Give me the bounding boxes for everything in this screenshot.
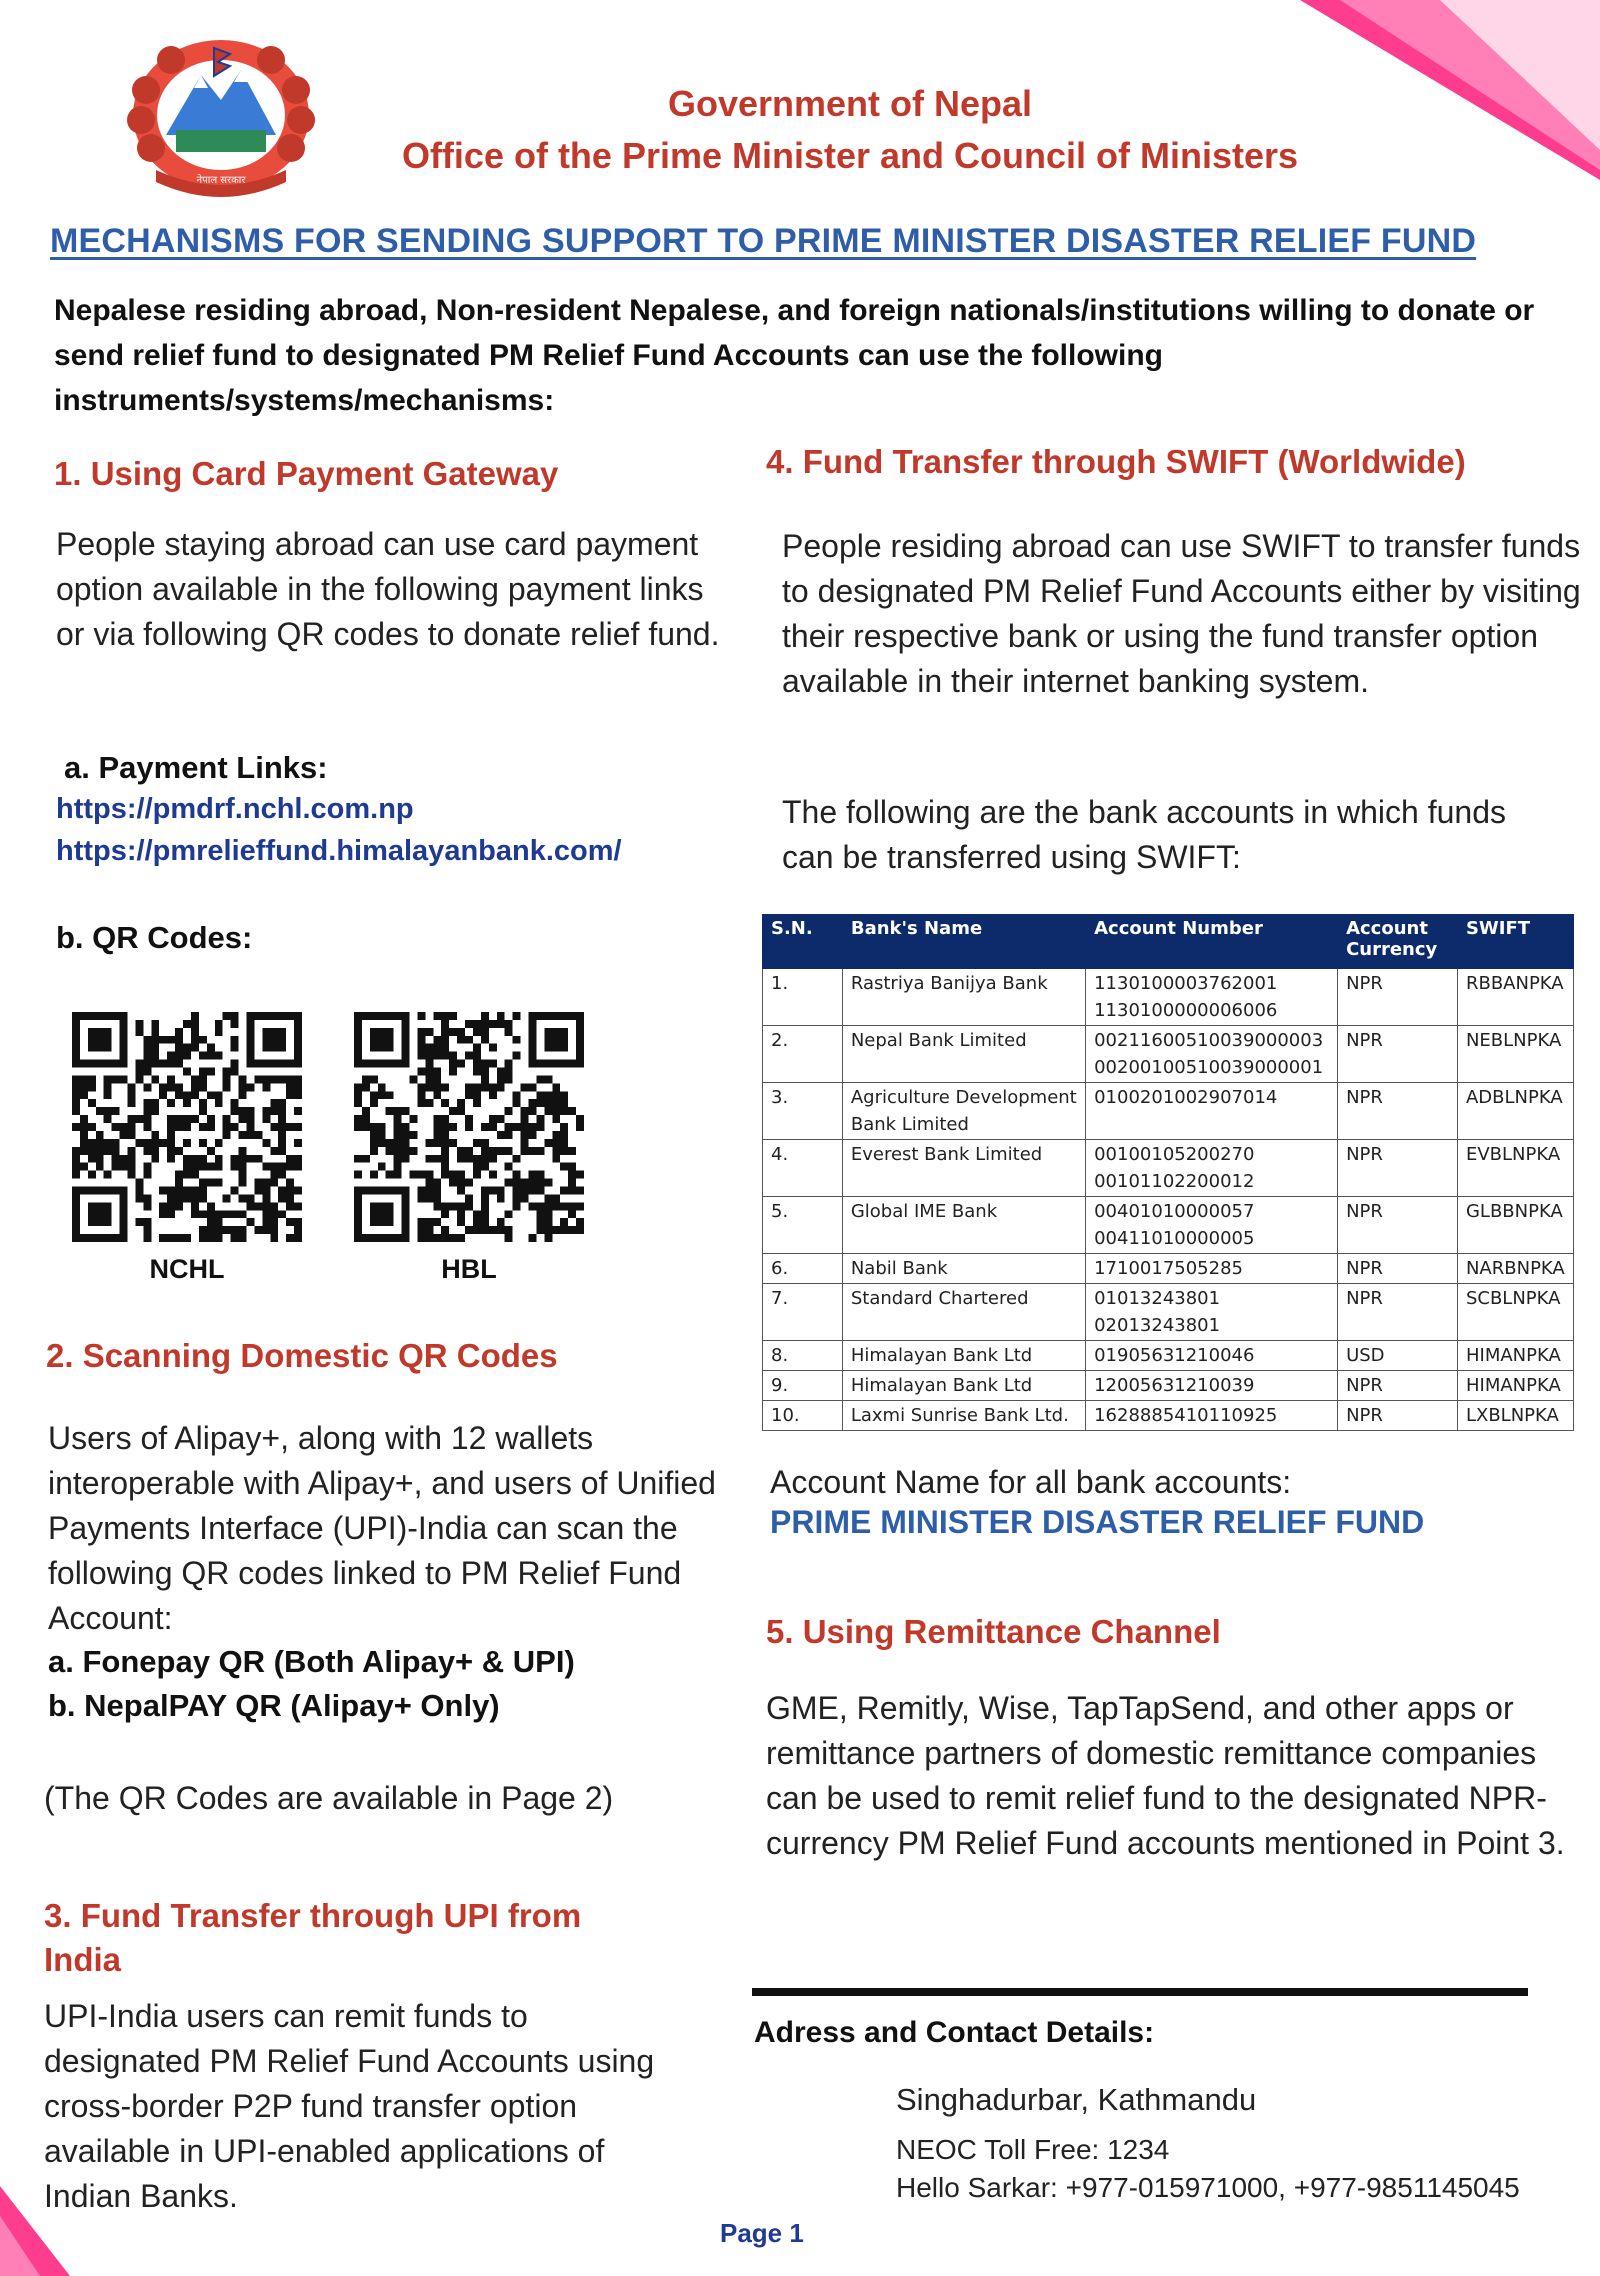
cell-swift: HIMANPKA <box>1457 1371 1573 1401</box>
table-row <box>763 1140 1574 1197</box>
cell-bank-name: Nepal Bank Limited <box>842 1026 1085 1083</box>
cell-currency: NPR <box>1338 1254 1458 1284</box>
section-1-text: People staying abroad can use card payment option available in the following payment links or via following QR codes to donate relief fund. <box>56 526 720 652</box>
corner-decoration-top-right <box>1300 0 1600 180</box>
table-row <box>763 969 1574 1026</box>
cell-bank-name: Himalayan Bank Ltd <box>842 1341 1085 1371</box>
account-number: 1710017505285 <box>1094 1258 1243 1279</box>
account-number: 1130100000006006 <box>1094 1000 1278 1021</box>
cell-bank-name: Global IME Bank <box>842 1197 1085 1254</box>
contact-toll-free: NEOC Toll Free: 1234 <box>896 2134 1170 2165</box>
section-4-text: People residing abroad can use SWIFT to transfer funds to designated PM Relief Fund Accounts either by visiting their respective bank or using the fund transfer option available in their internet banking system. <box>782 528 1581 699</box>
section-2-text: Users of Alipay+, along with 12 wallets interoperable with Alipay+, and users of Unified Payments Interface (UPI)-India can scan the following QR codes linked to PM Relief Fund Account: <box>48 1420 716 1636</box>
cell-sn: 3. <box>763 1083 843 1140</box>
nepalpay-qr-item: b. NepalPAY QR (Alipay+ Only) <box>48 1688 500 1723</box>
cell-bank-name: Nabil Bank <box>842 1254 1085 1284</box>
header-account-currency: Account Currency <box>1338 915 1458 969</box>
cell-currency: NPR <box>1338 1401 1458 1431</box>
hbl-qr-code[interactable] <box>354 1012 584 1242</box>
table-row <box>763 1341 1574 1371</box>
cell-bank-name: Everest Bank Limited <box>842 1140 1085 1197</box>
cell-sn: 10. <box>763 1401 843 1431</box>
cell-swift: NARBNPKA <box>1457 1254 1573 1284</box>
fonepay-qr-item: a. Fonepay QR (Both Alipay+ & UPI) <box>48 1644 575 1679</box>
cell-currency: NPR <box>1338 1026 1458 1083</box>
cell-bank-name: Agriculture Development Bank Limited <box>842 1083 1085 1140</box>
contact-divider <box>752 1988 1528 1996</box>
cell-swift: LXBLNPKA <box>1457 1401 1573 1431</box>
section-3-text: UPI-India users can remit funds to designated PM Relief Fund Accounts using cross-border P2P fund transfer option available in UPI-enabled applications of Indian Banks. <box>44 1998 655 2214</box>
cell-currency: NPR <box>1338 1197 1458 1254</box>
section-5-title: 5. Using Remittance Channel <box>766 1613 1221 1650</box>
government-line-2: Office of the Prime Minister and Council of Ministers <box>401 135 1299 176</box>
account-name-value: PRIME MINISTER DISASTER RELIEF FUND <box>770 1504 1425 1540</box>
account-number: 00100105200270 <box>1094 1144 1255 1165</box>
qr-availability-note: (The QR Codes are available in Page 2) <box>44 1780 614 1816</box>
header-account-number: Account Number <box>1086 915 1338 969</box>
cell-swift: NEBLNPKA <box>1457 1026 1573 1083</box>
cell-sn: 9. <box>763 1371 843 1401</box>
cell-account-number <box>1086 969 1338 1026</box>
cell-currency: NPR <box>1338 1083 1458 1140</box>
section-3-title-line-1: 3. Fund Transfer through UPI from <box>44 1897 582 1934</box>
cell-bank-name: Himalayan Bank Ltd <box>842 1371 1085 1401</box>
account-number: 1130100003762001 <box>1094 973 1278 994</box>
contact-hello-sarkar: Hello Sarkar: +977-015971000, +977-9851145045 <box>896 2172 1520 2203</box>
cell-bank-name: Standard Chartered <box>842 1284 1085 1341</box>
section-4-title: 4. Fund Transfer through SWIFT (Worldwide) <box>766 443 1466 480</box>
cell-sn: 8. <box>763 1341 843 1371</box>
nchl-qr-code[interactable] <box>72 1012 302 1242</box>
section-4-text-2: The following are the bank accounts in which funds can be transferred using SWIFT: <box>782 794 1506 875</box>
account-number: 0100201002907014 <box>1094 1087 1278 1108</box>
table-row <box>763 1197 1574 1254</box>
cell-account-number <box>1086 1083 1338 1140</box>
account-number: 01905631210046 <box>1094 1345 1255 1366</box>
account-number: 12005631210039 <box>1094 1375 1255 1396</box>
cell-account-number <box>1086 1026 1338 1083</box>
cell-sn: 6. <box>763 1254 843 1284</box>
payment-links-label: a. Payment Links: <box>64 750 328 785</box>
cell-currency: NPR <box>1338 1371 1458 1401</box>
section-5-text: GME, Remitly, Wise, TapTapSend, and other apps or remittance partners of domestic remittance companies can be used to remit relief fund to the designated NPR-currency PM Relief Fund accounts mentioned in Point 3. <box>766 1690 1565 1861</box>
contact-heading: Adress and Contact Details: <box>754 2016 1155 2049</box>
table-row <box>763 1254 1574 1284</box>
cell-account-number <box>1086 1140 1338 1197</box>
cell-sn: 5. <box>763 1197 843 1254</box>
cell-sn: 7. <box>763 1284 843 1341</box>
payment-link-nchl[interactable]: https://pmdrf.nchl.com.np <box>56 793 414 825</box>
government-line-1: Government of Nepal <box>667 83 1033 124</box>
cell-swift: SCBLNPKA <box>1457 1284 1573 1341</box>
cell-account-number <box>1086 1371 1338 1401</box>
cell-currency: NPR <box>1338 1140 1458 1197</box>
page-number: Page 1 <box>720 2218 804 2248</box>
account-number: 00411010000005 <box>1094 1228 1255 1249</box>
emblem-caption: नेपाल सरकार <box>196 175 246 186</box>
cell-account-number <box>1086 1197 1338 1254</box>
cell-account-number <box>1086 1254 1338 1284</box>
table-row <box>763 1083 1574 1140</box>
cell-sn: 4. <box>763 1140 843 1197</box>
cell-currency: NPR <box>1338 969 1458 1026</box>
header-bank-name: Bank's Name <box>842 915 1085 969</box>
cell-account-number <box>1086 1401 1338 1431</box>
intro-paragraph: Nepalese residing abroad, Non-resident Nepalese, and foreign nationals/institutions willing to donate or send relief fund to designated PM Relief Fund Accounts can use the following instruments/systems/mechanisms: <box>54 294 1535 417</box>
cell-currency: USD <box>1338 1341 1458 1371</box>
cell-account-number <box>1086 1284 1338 1341</box>
section-1-title: 1. Using Card Payment Gateway <box>54 455 559 492</box>
cell-swift: RBBANPKA <box>1457 969 1573 1026</box>
account-number: 00401010000057 <box>1094 1201 1255 1222</box>
account-number: 00200100510039000001 <box>1094 1057 1324 1078</box>
table-row <box>763 1284 1574 1341</box>
nchl-qr-label: NCHL <box>149 1254 225 1284</box>
cell-bank-name: Rastriya Banijya Bank <box>842 969 1085 1026</box>
qr-codes-label: b. QR Codes: <box>56 920 253 955</box>
header-sn: S.N. <box>763 915 843 969</box>
government-title <box>360 78 1340 182</box>
cell-sn: 1. <box>763 969 843 1026</box>
payment-link-hbl[interactable]: https://pmrelieffund.himalayanbank.com/ <box>56 835 622 867</box>
cell-currency: NPR <box>1338 1284 1458 1341</box>
account-number: 1628885410110925 <box>1094 1405 1278 1426</box>
table-header-row <box>763 915 1574 969</box>
cell-swift: ADBLNPKA <box>1457 1083 1573 1140</box>
account-name-label: Account Name for all bank accounts: <box>770 1464 1292 1500</box>
cell-bank-name: Laxmi Sunrise Bank Ltd. <box>842 1401 1085 1431</box>
table-row <box>763 1026 1574 1083</box>
cell-sn: 2. <box>763 1026 843 1083</box>
main-heading: MECHANISMS FOR SENDING SUPPORT TO PRIME MINISTER DISASTER RELIEF FUND <box>50 222 1477 260</box>
cell-swift: EVBLNPKA <box>1457 1140 1573 1197</box>
cell-swift: GLBBNPKA <box>1457 1197 1573 1254</box>
section-3-title-line-2: India <box>44 1941 122 1978</box>
section-2-title: 2. Scanning Domestic QR Codes <box>46 1337 558 1374</box>
hbl-qr-label: HBL <box>441 1254 497 1284</box>
account-number: 00101102200012 <box>1094 1171 1255 1192</box>
account-number: 01013243801 <box>1094 1288 1221 1309</box>
account-number: 02013243801 <box>1094 1315 1221 1336</box>
table-row <box>763 1371 1574 1401</box>
swift-bank-accounts-table <box>762 914 1574 1431</box>
account-number: 00211600510039000003 <box>1094 1030 1324 1051</box>
header-swift: SWIFT <box>1457 915 1573 969</box>
table-row <box>763 1401 1574 1431</box>
cell-account-number <box>1086 1341 1338 1371</box>
cell-swift: HIMANPKA <box>1457 1341 1573 1371</box>
contact-address: Singhadurbar, Kathmandu <box>896 2082 1257 2117</box>
